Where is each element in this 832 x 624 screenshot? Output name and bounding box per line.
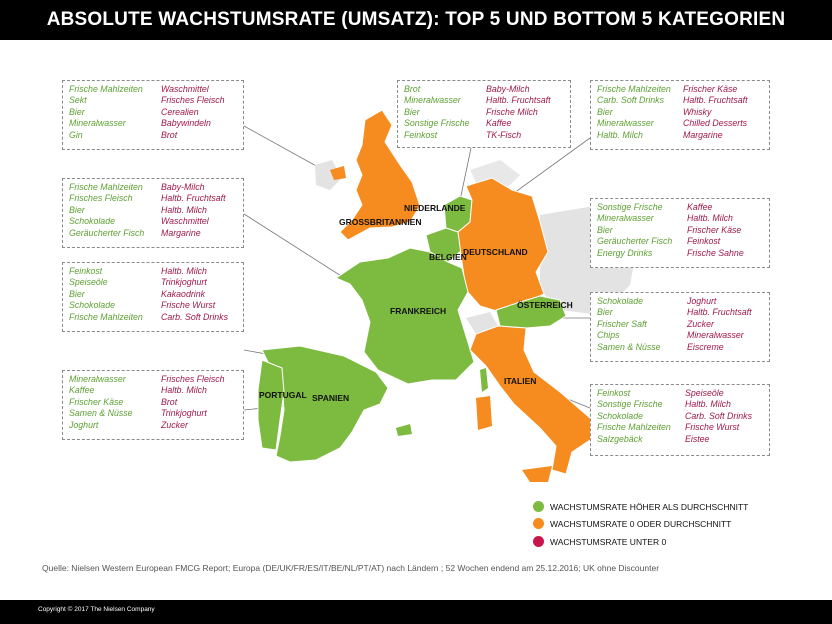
label-es: SPANIEN xyxy=(312,393,350,403)
bottom-item: Frisches Fleisch xyxy=(161,95,225,106)
top-item: Samen & Nüsse xyxy=(69,408,133,419)
top-item: Joghurt xyxy=(69,419,99,430)
bottom5-list-at xyxy=(687,296,752,358)
bottom-item: Trinkjoghurt xyxy=(161,277,207,288)
top-item: Mineralwasser xyxy=(597,118,654,129)
bottom-item: Kaffee xyxy=(486,118,512,129)
top-item: Sonstige Frische xyxy=(404,118,470,129)
top-item: Kaffee xyxy=(69,385,95,396)
bottom5-list-be xyxy=(683,84,748,146)
top5-list-uk xyxy=(69,84,161,146)
legend-label: WACHSTUMSRATE HÖHER ALS DURCHSCHNITT xyxy=(550,501,749,512)
top5-list-at xyxy=(597,296,687,358)
label-fr: FRANKREICH xyxy=(390,306,447,316)
bottom-item: Brot xyxy=(161,396,178,407)
island-sicily xyxy=(522,466,552,482)
top-item: Frische Mahlzeiten xyxy=(69,84,143,94)
bottom-item: Haltb. Fruchtsaft xyxy=(161,193,226,204)
top-item: Frischer Saft xyxy=(597,318,647,329)
bottom-item: Kaffee xyxy=(687,202,713,212)
bottom-item: Haltb. Milch xyxy=(161,266,207,276)
red-dot-icon xyxy=(533,536,544,547)
box-uk xyxy=(62,80,244,150)
island-corsica xyxy=(480,368,488,392)
bottom-item: Waschmittel xyxy=(161,84,209,94)
bottom-item: Carb. Soft Drinks xyxy=(685,410,752,421)
top-item: Bier xyxy=(597,224,613,235)
top-item: Frische Mahlzeiten xyxy=(597,84,671,94)
bottom-item: Haltb. Fruchtsaft xyxy=(486,95,551,106)
top-item: Geräucherter Fisch xyxy=(69,227,145,238)
top-item: Bier xyxy=(597,307,613,318)
label-at: ÖSTERREICH xyxy=(517,300,573,310)
bottom-item: Waschmittel xyxy=(161,216,209,227)
box-be xyxy=(590,80,770,150)
top-item: Mineralwasser xyxy=(404,95,461,106)
top5-list-fr xyxy=(69,182,161,244)
top-item: Sonstige Frische xyxy=(597,202,663,212)
copyright: Copyright © 2017 The Nielsen Company xyxy=(38,606,155,613)
top5-list-es xyxy=(69,374,161,436)
green-dot-icon xyxy=(533,501,544,512)
legend-label: WACHSTUMSRATE 0 ODER DURCHSCHNITT xyxy=(550,518,732,529)
bottom-item: Haltb. Milch xyxy=(685,399,731,410)
top-item: Carb. Soft Drinks xyxy=(597,95,664,106)
island-balearic xyxy=(396,424,412,436)
bottom-item: Babywindeln xyxy=(161,118,211,129)
bottom-item: Haltb. Fruchtsaft xyxy=(687,307,752,318)
top-item: Schokolade xyxy=(69,300,115,311)
bottom-item: Whisky xyxy=(683,106,712,117)
top-item: Bier xyxy=(69,106,85,117)
bottom-item: Frische Milch xyxy=(486,106,538,117)
top-item: Frische Mahlzeiten xyxy=(69,311,143,322)
box-it xyxy=(590,384,770,456)
bottom-item: Frischer Käse xyxy=(683,84,738,94)
top-item: Schokolade xyxy=(69,216,115,227)
top-item: Speiseöle xyxy=(69,277,108,288)
bottom5-list-es xyxy=(161,374,225,436)
bottom-item: Frische Wurst xyxy=(161,300,216,311)
top-item: Sonstige Frische xyxy=(597,399,663,410)
label-be: BELGIEN xyxy=(429,252,467,262)
footer-bar xyxy=(0,600,832,624)
bottom-item: Baby-Milch xyxy=(161,182,205,192)
bottom-item: Margarine xyxy=(161,227,201,238)
bottom-item: Zucker xyxy=(687,318,714,329)
label-uk: GROSSBRITANNIEN xyxy=(339,217,422,227)
top-item: Haltb. Milch xyxy=(597,129,643,140)
bottom-item: Trinkjoghurt xyxy=(161,408,207,419)
top-item: Bier xyxy=(69,204,85,215)
label-de: DEUTSCHLAND xyxy=(463,247,528,257)
top-item: Salzgebäck xyxy=(597,433,643,444)
legend-item-below xyxy=(533,536,666,547)
box-pt xyxy=(62,262,244,332)
bottom-item: Cerealien xyxy=(161,106,199,117)
bottom-item: Frischer Käse xyxy=(687,224,742,235)
island-sardinia xyxy=(476,396,492,430)
orange-dot-icon xyxy=(533,518,544,529)
top-item: Bier xyxy=(597,106,613,117)
source-note: Quelle: Nielsen Western European FMCG Report; Europa (DE/UK/FR/ES/IT/BE/NL/PT/AT) nach Ländern ; 52 Wochen endend am 25.12.2016; UK ohne Discounter xyxy=(42,563,660,573)
box-es xyxy=(62,370,244,440)
box-at xyxy=(590,292,770,362)
bottom5-list-pt xyxy=(161,266,228,328)
bottom-item: Joghurt xyxy=(687,296,717,306)
label-pt: PORTUGAL xyxy=(259,390,307,400)
top5-list-pt xyxy=(69,266,161,328)
bottom-item: Feinkost xyxy=(687,236,721,247)
top-item: Frische Mahlzeiten xyxy=(69,182,143,192)
top-item: Energy Drinks xyxy=(597,247,653,258)
bottom-item: Haltb. Milch xyxy=(161,204,207,215)
top-item: Chips xyxy=(597,330,620,341)
top-item: Geräucherter Fisch xyxy=(597,236,673,247)
legend-label: WACHSTUMSRATE UNTER 0 xyxy=(550,536,667,547)
top-item: Feinkost xyxy=(69,266,103,276)
top-item: Mineralwasser xyxy=(597,213,654,224)
bottom-item: Eistee xyxy=(685,433,710,444)
bottom-item: Chilled Desserts xyxy=(683,118,748,129)
legend-item-above xyxy=(533,501,748,512)
top-item: Mineralwasser xyxy=(69,374,126,384)
top-item: Brot xyxy=(404,84,421,94)
top-item: Frische Mahlzeiten xyxy=(597,422,671,433)
bottom-item: Haltb. Fruchtsaft xyxy=(683,95,748,106)
top-item: Frisches Fleisch xyxy=(69,193,133,204)
top-item: Feinkost xyxy=(597,388,631,398)
top-item: Gin xyxy=(69,129,83,140)
bottom-item: Frisches Fleisch xyxy=(161,374,225,384)
bottom-item: Frische Sahne xyxy=(687,247,744,258)
label-it: ITALIEN xyxy=(504,376,537,386)
top-item: Sekt xyxy=(69,95,87,106)
bottom-item: Mineralwasser xyxy=(687,330,744,341)
bottom-item: TK-Fisch xyxy=(486,129,522,140)
bottom-item: Haltb. Milch xyxy=(687,213,733,224)
bottom-item: Margarine xyxy=(683,129,723,140)
top-item: Frischer Käse xyxy=(69,396,124,407)
bottom5-list-de xyxy=(687,202,744,264)
bottom-item: Eiscreme xyxy=(687,341,724,352)
box-de xyxy=(590,198,770,268)
country-germany xyxy=(458,178,548,312)
bottom-item: Speiseöle xyxy=(685,388,724,398)
top-item: Bier xyxy=(69,288,85,299)
bottom-item: Baby-Milch xyxy=(486,84,530,94)
bottom5-list-fr xyxy=(161,182,226,244)
top5-list-it xyxy=(597,388,685,452)
bottom5-list-it xyxy=(685,388,752,452)
top5-list-nl xyxy=(404,84,486,144)
page-title: ABSOLUTE WACHSTUMSRATE (UMSATZ): TOP 5 UND BOTTOM 5 KATEGORIEN xyxy=(46,9,786,30)
bottom-item: Haltb. Milch xyxy=(161,385,207,396)
top-item: Bier xyxy=(404,106,420,117)
legend-item-zero xyxy=(533,518,731,529)
bottom-item: Zucker xyxy=(161,419,188,430)
top-item: Mineralwasser xyxy=(69,118,126,129)
top-item: Schokolade xyxy=(597,296,643,306)
bottom5-list-nl xyxy=(486,84,551,144)
top5-list-be xyxy=(597,84,683,146)
box-nl xyxy=(397,80,571,148)
top-item: Feinkost xyxy=(404,129,438,140)
bottom-item: Kakaodrink xyxy=(161,288,206,299)
bottom-item: Frische Wurst xyxy=(685,422,740,433)
top-item: Schokolade xyxy=(597,410,643,421)
bottom5-list-uk xyxy=(161,84,225,146)
bottom-item: Carb. Soft Drinks xyxy=(161,311,228,322)
box-fr xyxy=(62,178,244,248)
top-item: Samen & Nüsse xyxy=(597,341,661,352)
bottom-item: Brot xyxy=(161,129,178,140)
label-nl: NIEDERLANDE xyxy=(404,203,466,213)
top5-list-de xyxy=(597,202,687,264)
title-bar xyxy=(0,0,832,40)
